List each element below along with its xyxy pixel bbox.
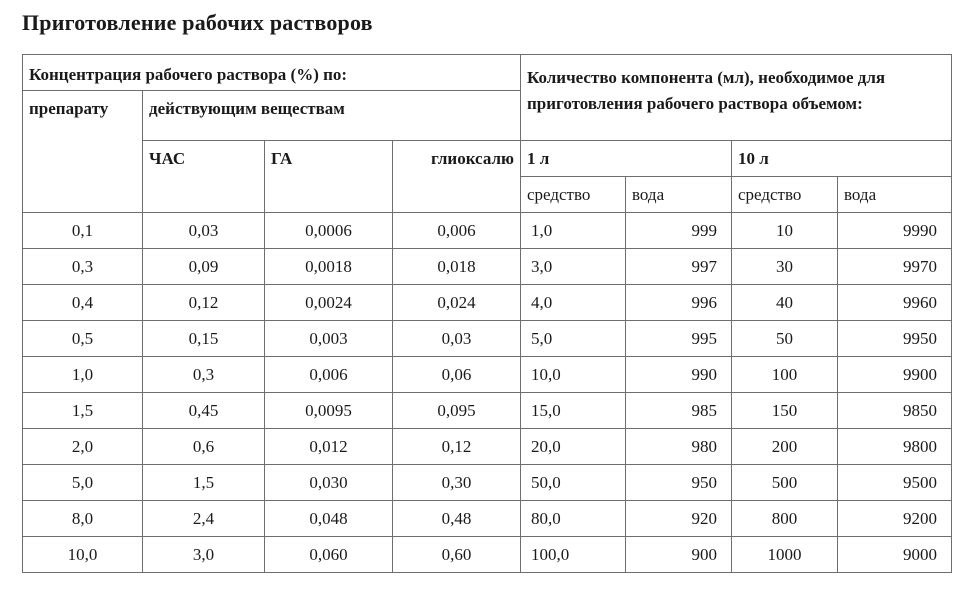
- cell-chas: 1,5: [143, 465, 265, 501]
- cell-ga: 0,060: [265, 537, 393, 573]
- cell-water-1l: 995: [626, 321, 732, 357]
- header-volume-10l: 10 л: [732, 141, 952, 177]
- header-ga: ГА: [265, 141, 393, 213]
- cell-water-1l: 985: [626, 393, 732, 429]
- cell-ga: 0,0095: [265, 393, 393, 429]
- cell-chas: 0,03: [143, 213, 265, 249]
- cell-glyoxal: 0,60: [393, 537, 521, 573]
- header-chas: ЧАС: [143, 141, 265, 213]
- cell-agent-1l: 3,0: [521, 249, 626, 285]
- cell-preparation: 0,1: [23, 213, 143, 249]
- table-row: [23, 357, 952, 393]
- cell-water-10l: 9950: [838, 321, 952, 357]
- header-glyoxal: глиоксалю: [393, 141, 521, 213]
- cell-water-10l: 9970: [838, 249, 952, 285]
- cell-chas: 0,15: [143, 321, 265, 357]
- cell-water-1l: 990: [626, 357, 732, 393]
- cell-glyoxal: 0,006: [393, 213, 521, 249]
- cell-chas: 2,4: [143, 501, 265, 537]
- cell-agent-1l: 15,0: [521, 393, 626, 429]
- cell-water-1l: 900: [626, 537, 732, 573]
- cell-agent-10l: 30: [732, 249, 838, 285]
- cell-chas: 0,3: [143, 357, 265, 393]
- cell-agent-1l: 5,0: [521, 321, 626, 357]
- cell-chas: 0,6: [143, 429, 265, 465]
- cell-ga: 0,012: [265, 429, 393, 465]
- table-row: [23, 213, 952, 249]
- cell-agent-10l: 1000: [732, 537, 838, 573]
- table-row: [23, 249, 952, 285]
- cell-chas: 3,0: [143, 537, 265, 573]
- cell-water-10l: 9000: [838, 537, 952, 573]
- table-row: [23, 537, 952, 573]
- table-row: [23, 285, 952, 321]
- cell-chas: 0,45: [143, 393, 265, 429]
- cell-ga: 0,030: [265, 465, 393, 501]
- cell-glyoxal: 0,06: [393, 357, 521, 393]
- cell-water-10l: 9200: [838, 501, 952, 537]
- cell-preparation: 1,5: [23, 393, 143, 429]
- cell-water-10l: 9990: [838, 213, 952, 249]
- cell-chas: 0,12: [143, 285, 265, 321]
- cell-water-1l: 997: [626, 249, 732, 285]
- cell-agent-1l: 20,0: [521, 429, 626, 465]
- cell-ga: 0,006: [265, 357, 393, 393]
- cell-water-1l: 996: [626, 285, 732, 321]
- cell-ga: 0,0006: [265, 213, 393, 249]
- cell-agent-1l: 4,0: [521, 285, 626, 321]
- header-agent-1l: средство: [521, 177, 626, 213]
- cell-glyoxal: 0,018: [393, 249, 521, 285]
- cell-glyoxal: 0,095: [393, 393, 521, 429]
- cell-preparation: 0,3: [23, 249, 143, 285]
- cell-ga: 0,0018: [265, 249, 393, 285]
- cell-agent-1l: 80,0: [521, 501, 626, 537]
- header-concentration: Концентрация рабочего раствора (%) по:: [23, 55, 521, 91]
- cell-water-10l: 9800: [838, 429, 952, 465]
- cell-preparation: 8,0: [23, 501, 143, 537]
- cell-glyoxal: 0,12: [393, 429, 521, 465]
- cell-water-1l: 920: [626, 501, 732, 537]
- cell-water-1l: 950: [626, 465, 732, 501]
- cell-preparation: 0,5: [23, 321, 143, 357]
- table-row: [23, 321, 952, 357]
- table-row: [23, 501, 952, 537]
- cell-agent-10l: 800: [732, 501, 838, 537]
- cell-agent-1l: 10,0: [521, 357, 626, 393]
- cell-agent-10l: 500: [732, 465, 838, 501]
- cell-glyoxal: 0,48: [393, 501, 521, 537]
- header-water-1l: вода: [626, 177, 732, 213]
- header-preparation: препарату: [23, 91, 143, 213]
- cell-agent-10l: 40: [732, 285, 838, 321]
- cell-agent-10l: 100: [732, 357, 838, 393]
- cell-preparation: 10,0: [23, 537, 143, 573]
- cell-water-10l: 9500: [838, 465, 952, 501]
- cell-water-1l: 980: [626, 429, 732, 465]
- table-row: [23, 465, 952, 501]
- cell-preparation: 5,0: [23, 465, 143, 501]
- cell-ga: 0,048: [265, 501, 393, 537]
- cell-water-10l: 9960: [838, 285, 952, 321]
- header-quantity: Количество компонента (мл), необходимое для приготовления рабочего раствора объемом:: [521, 55, 952, 141]
- cell-water-10l: 9850: [838, 393, 952, 429]
- header-water-10l: вода: [838, 177, 952, 213]
- cell-glyoxal: 0,03: [393, 321, 521, 357]
- cell-preparation: 0,4: [23, 285, 143, 321]
- cell-agent-1l: 1,0: [521, 213, 626, 249]
- cell-agent-10l: 200: [732, 429, 838, 465]
- cell-preparation: 1,0: [23, 357, 143, 393]
- solutions-table: [22, 54, 952, 573]
- cell-agent-10l: 10: [732, 213, 838, 249]
- cell-glyoxal: 0,30: [393, 465, 521, 501]
- page-title: Приготовление рабочих растворов: [22, 10, 373, 35]
- cell-agent-10l: 150: [732, 393, 838, 429]
- cell-ga: 0,0024: [265, 285, 393, 321]
- cell-agent-10l: 50: [732, 321, 838, 357]
- header-volume-1l: 1 л: [521, 141, 732, 177]
- cell-agent-1l: 100,0: [521, 537, 626, 573]
- cell-preparation: 2,0: [23, 429, 143, 465]
- table-row: [23, 393, 952, 429]
- cell-ga: 0,003: [265, 321, 393, 357]
- cell-glyoxal: 0,024: [393, 285, 521, 321]
- cell-agent-1l: 50,0: [521, 465, 626, 501]
- table-row: [23, 429, 952, 465]
- header-active-substances: действующим веществам: [143, 91, 521, 141]
- cell-water-1l: 999: [626, 213, 732, 249]
- cell-chas: 0,09: [143, 249, 265, 285]
- header-agent-10l: средство: [732, 177, 838, 213]
- cell-water-10l: 9900: [838, 357, 952, 393]
